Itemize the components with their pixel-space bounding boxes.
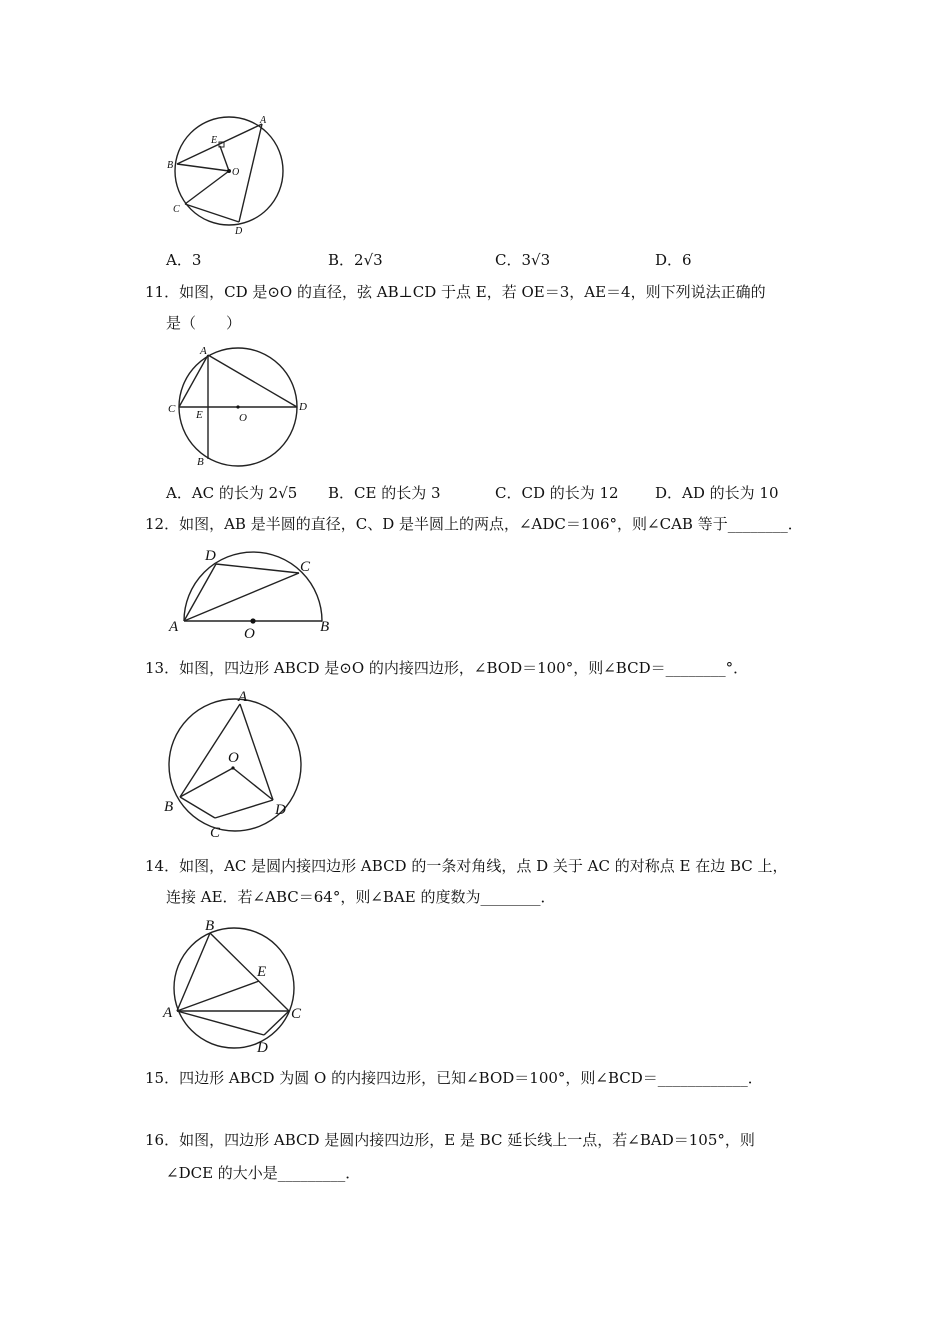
q13-label-A: A [238,689,248,705]
q14-text-line1: 14．如图，AC 是圆内接四边形 ABCD 的一条对角线，点 D 关于 AC 的对称点 E 在边 BC 上， [145,857,788,875]
q11-label-D: D [299,401,307,413]
q11-figure [165,343,315,473]
q13-figure [160,690,300,840]
q12-label-C: C [300,559,311,575]
q15-text-line1: 15．四边形 ABCD 为圆 O 的内接四边形，已知∠BOD＝100°，则∠BCD＝____________． [145,1069,763,1087]
q14-text-line2: 连接 AE．若∠ABC＝64°，则∠BAE 的度数为________． [166,888,556,906]
q14-label-C: C [291,1006,302,1022]
q10-option-d: D．6 [655,251,692,269]
q14-label-E: E [257,964,267,980]
q16-text-line1: 16．如图，四边形 ABCD 是圆内接四边形，E 是 BC 延长线上一点，若∠BAD＝105°，则 [145,1131,755,1149]
q12-label-D: D [205,548,216,564]
q11-label-A: A [200,345,207,357]
q10-label-C: C [173,204,180,215]
q11-text-line1: 11．如图，CD 是⊙O 的直径，弦 AB⊥CD 于点 E，若 OE＝3，AE＝4，则下列说法正确的 [145,283,766,301]
q10-option-b: B．2√3 [328,251,383,269]
q11-option-d: D．AD 的长为 10 [655,484,779,502]
q10-figure [165,112,295,242]
q10-label-E: E [211,135,218,146]
q13-label-B: B [164,799,174,815]
q11-option-a: A．AC 的长为 2√5 [166,484,298,502]
q10-option-c: C．3√3 [495,251,551,269]
q13-label-O: O [228,750,239,766]
q11-option-c: C．CD 的长为 12 [495,484,619,502]
q10-label-A: A [260,115,267,126]
q11-text-line2: 是（ ） [166,314,242,332]
q14-label-D: D [257,1040,268,1056]
q16-text-line2: ∠DCE 的大小是_________． [166,1164,361,1182]
q13-label-C: C [210,825,221,841]
q13-text-line1: 13．如图，四边形 ABCD 是⊙O 的内接四边形，∠BOD＝100°，则∠BCD＝________°． [145,659,749,677]
q14-figure [160,915,310,1055]
q12-label-O: O [244,626,255,642]
q11-label-B: B [197,456,204,468]
q13-label-D: D [275,802,286,818]
q12-label-B: B [320,619,330,635]
q14-label-B: B [205,918,215,934]
q14-label-A: A [163,1005,173,1021]
q11-option-b: B．CE 的长为 3 [328,484,441,502]
q11-label-C: C [168,403,176,415]
q10-label-O: O [232,167,240,178]
q12-label-A: A [169,619,179,635]
q10-option-a: A．3 [166,251,202,269]
q12-text-line1: 12．如图，AB 是半圆的直径，C、D 是半圆上的两点，∠ADC＝106°，则∠CAB 等于________． [145,515,803,533]
q11-label-E: E [196,409,203,421]
q11-label-O: O [239,412,247,424]
q10-label-D: D [235,226,243,237]
q10-label-B: B [167,160,174,171]
q12-figure [162,545,342,640]
